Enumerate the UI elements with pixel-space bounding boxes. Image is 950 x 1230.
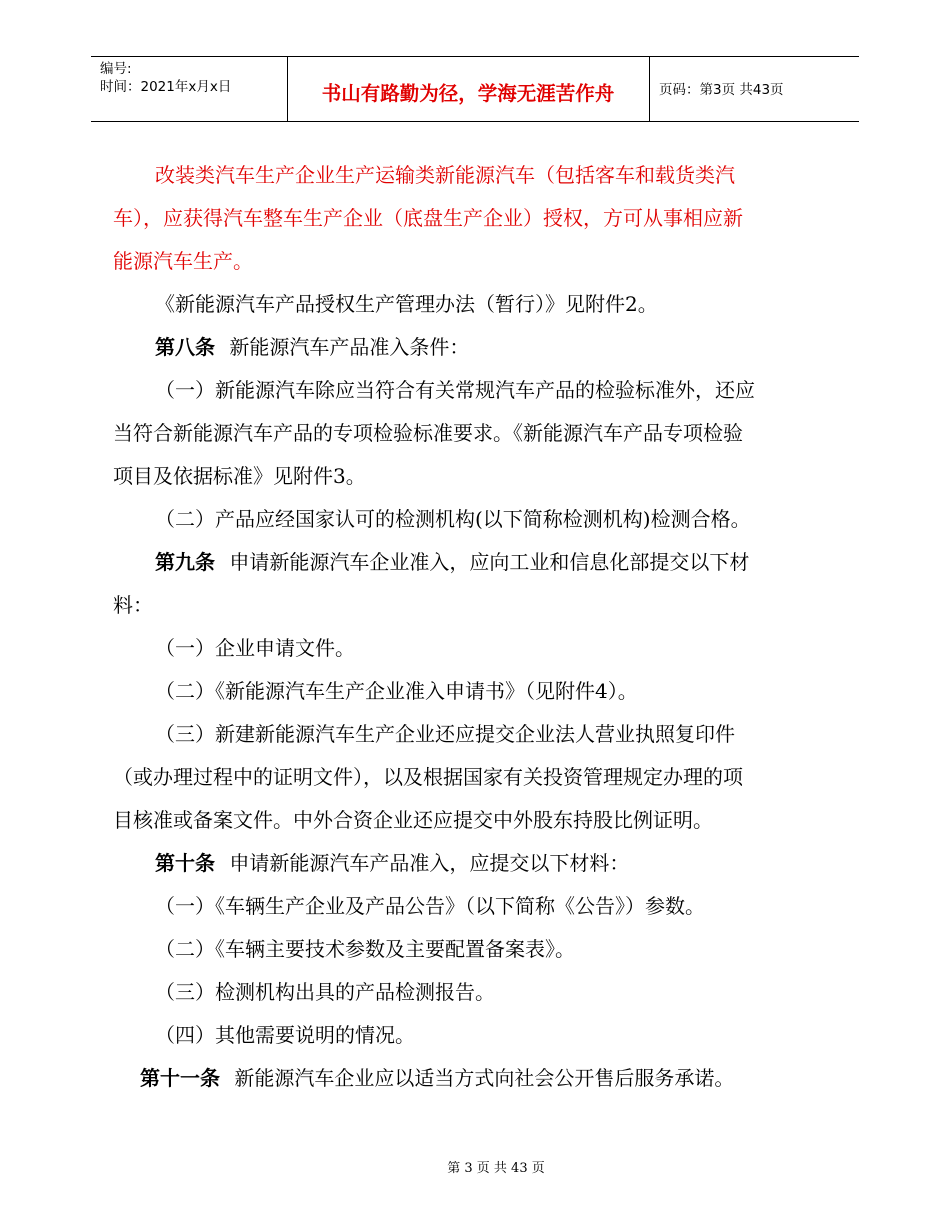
article-10 [155,851,629,875]
article-8-item-1-line-3: 项目及依据标准》见附件3。 [113,464,366,488]
red-line-3: 能源汽车生产。 [113,249,253,273]
article-11 [140,1066,734,1090]
paragraph-attachment-2: 《新能源汽车产品授权生产管理办法（暂行）》见附件2。 [155,292,658,316]
article-11-title: 第十一条 [140,1066,220,1090]
article-10-text: 申请新能源汽车产品准入，应提交以下材料： [229,851,630,875]
article-9-continuation: 料： [113,593,153,617]
article-8-text: 新能源汽车产品准入条件： [229,335,470,359]
article-8-title: 第八条 [155,335,215,359]
header-divider-right [649,57,650,122]
red-line-1: 改装类汽车生产企业生产运输类新能源汽车（包括客车和载货类汽 [155,163,735,187]
footer-page-number: 第 3 页 共 43 页 [447,1161,545,1176]
article-11-text: 新能源汽车企业应以适当方式向社会公开售后服务承诺。 [234,1066,735,1090]
article-9-item-2: （二）《新能源汽车生产企业准入申请书》（见附件4）。 [155,679,638,703]
article-9-text: 申请新能源汽车企业准入，应向工业和信息化部提交以下材 [229,550,750,574]
header-bottom-rule [91,121,859,122]
article-9-item-3-line-2: （或办理过程中的证明文件），以及根据国家有关投资管理规定办理的项 [113,765,743,789]
article-9-title: 第九条 [155,550,215,574]
article-8 [155,335,469,359]
article-9 [155,550,749,574]
header-time-label: 时间：2021年x月x日 [100,79,232,95]
article-10-item-3: （三）检测机构出具的产品检测报告。 [155,980,495,1004]
article-8-item-1-line-1: （一）新能源汽车除应当符合有关常规汽车产品的检验标准外，还应 [155,378,755,402]
header-top-rule [91,56,859,57]
header-page-label: 页码：第3页 共43页 [659,82,784,98]
header-number-label: 编号: [100,61,132,77]
article-10-title: 第十条 [155,851,215,875]
article-8-item-1-line-2: 当符合新能源汽车产品的专项检验标准要求。《新能源汽车产品专项检验 [113,421,743,445]
article-9-item-3-line-3: 目核准或备案文件。中外合资企业还应提交中外股东持股比例证明。 [113,808,713,832]
article-10-item-2: （二）《车辆主要技术参数及主要配置备案表》。 [155,937,575,961]
article-8-item-2: （二）产品应经国家认可的检测机构(以下简称检测机构)检测合格。 [155,507,751,531]
article-9-item-1: （一）企业申请文件。 [155,636,355,660]
article-10-item-4: （四）其他需要说明的情况。 [155,1023,415,1047]
article-10-item-1: （一）《车辆生产企业及产品公告》（以下简称《公告》）参数。 [155,894,705,918]
header-motto: 书山有路勤为径，学海无涯苦作舟 [321,82,615,105]
red-line-2: 车），应获得汽车整车生产企业（底盘生产企业）授权，方可从事相应新 [113,206,743,230]
article-9-item-3-line-1: （三）新建新能源汽车生产企业还应提交企业法人营业执照复印件 [155,722,735,746]
